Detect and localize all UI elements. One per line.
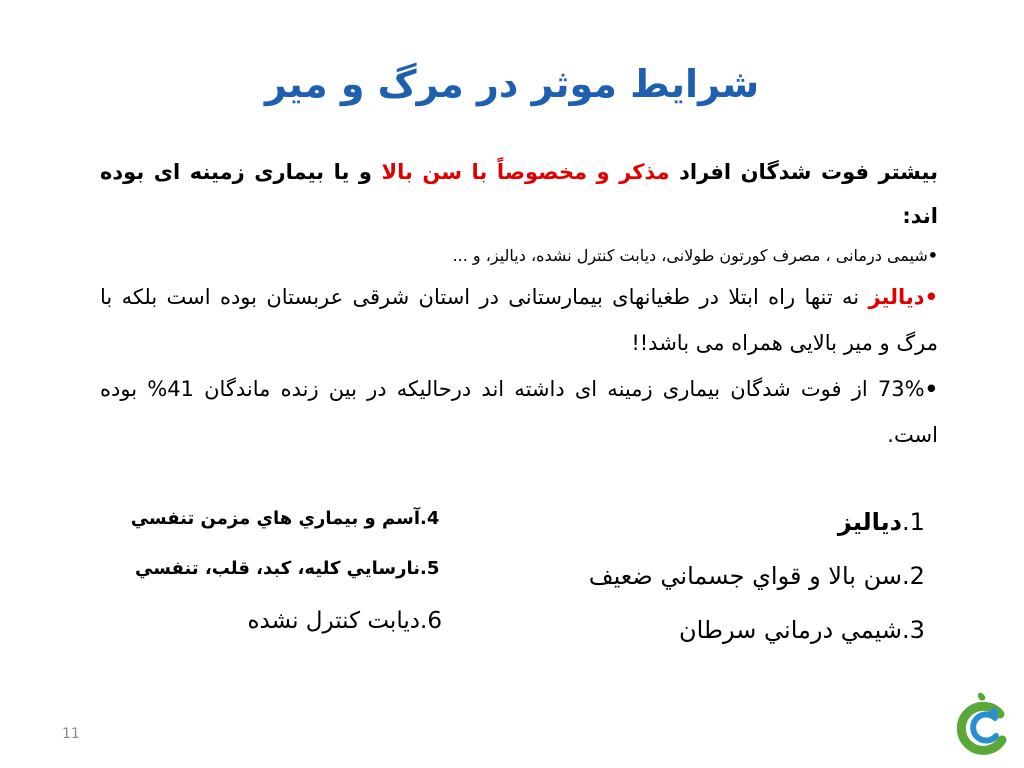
slide-title: شرایط موثر در مرگ و میر — [264, 62, 760, 106]
list-text: دیالیز — [837, 508, 902, 536]
lead-text-2: و یا بیماری زمینه ای بوده اند: — [100, 160, 938, 228]
bullet-dot: • — [924, 377, 938, 401]
list-text: آسم و بيماري هاي مزمن تنفسي — [130, 508, 420, 529]
logo-dot — [990, 708, 998, 716]
list-text: شيمي درماني سرطان — [678, 616, 902, 644]
list-number: 3. — [902, 616, 925, 644]
lead-highlight: مذکر و مخصوصاً با سن بالا — [381, 160, 670, 184]
numbered-list-right — [589, 508, 958, 670]
list-item — [589, 508, 958, 562]
logo-ring-inner — [973, 715, 996, 741]
list-item — [131, 608, 472, 660]
bullet-highlight: دیالیز — [868, 285, 925, 309]
list-item — [131, 508, 472, 558]
page-number: 11 — [62, 726, 80, 742]
logo-leaf — [978, 693, 985, 701]
bullet-text: نه تنها راه ابتلا در طغیانهای بیمارستانی در استان شرقی عربستان بوده است بلکه با مرگ و میر بالایی همراه می باشد!! — [100, 285, 938, 355]
list-number: 1. — [902, 508, 925, 536]
lead-paragraph — [100, 150, 938, 238]
list-item — [589, 562, 958, 616]
list-text: نارسايي كليه، كبد، قلب، تنفسي — [135, 558, 420, 579]
bullet-item — [100, 366, 938, 458]
apple-c-logo-icon — [952, 688, 1014, 758]
numbered-list-left — [131, 508, 472, 660]
list-text: ديابت كنترل نشده — [247, 608, 420, 634]
bullet-item — [100, 238, 938, 274]
list-item — [589, 616, 958, 670]
lead-text-1: بیشتر فوت شدگان افراد — [669, 160, 938, 184]
list-item — [131, 558, 472, 608]
list-number: 4. — [420, 508, 440, 529]
bullet-text: 73% از فوت شدگان بیماری زمینه ای داشته اند درحالیکه در بین زنده ماندگان 41% بوده است. — [100, 377, 938, 447]
list-number: 5. — [420, 558, 440, 579]
bullet-dot: • — [924, 285, 938, 309]
bullet-item — [100, 274, 938, 366]
bullet-dot: • — [927, 246, 938, 265]
list-text: سن بالا و قواي جسماني ضعيف — [588, 562, 902, 590]
bullet-text: شیمی درمانی ، مصرف کورتون طولانی، دیابت کنترل نشده، دیالیز، و ... — [452, 246, 928, 265]
list-number: 6. — [420, 608, 442, 634]
body-text — [100, 150, 938, 458]
list-number: 2. — [902, 562, 925, 590]
